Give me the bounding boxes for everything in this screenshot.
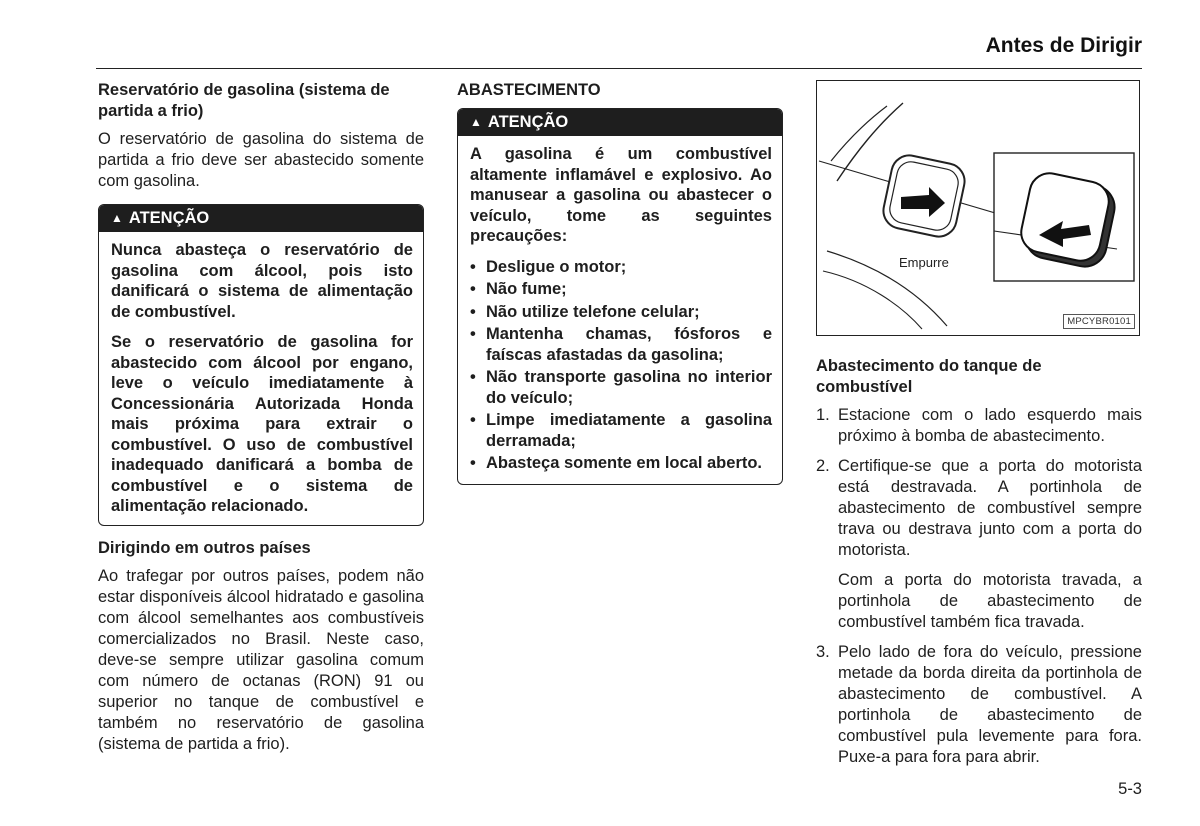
- page-header-title: Antes de Dirigir: [985, 34, 1142, 57]
- list-item: • Mantenha chamas, fósforos e faíscas afastadas da gasolina;: [470, 324, 772, 365]
- step-number: 2.: [816, 457, 830, 475]
- reservoir-paragraph: O reservatório de gasolina do sistema de partida a frio deve ser abastecido somente com gasolina.: [98, 130, 424, 190]
- warning-triangle-icon: ▲: [111, 211, 123, 225]
- precautions-list: [470, 257, 772, 474]
- warning-header: [99, 205, 423, 232]
- section-heading-refueling: ABASTECIMENTO: [457, 81, 601, 99]
- section-heading-other-countries: Dirigindo em outros países: [98, 538, 311, 557]
- warning-title: ATENÇÃO: [487, 113, 569, 131]
- fuel-door-illustration: [816, 80, 1140, 336]
- right-column: [816, 80, 1142, 777]
- page-number: 5-3: [1118, 780, 1142, 798]
- section-heading-reservoir: Reservatório de gasolina (sistema de partida a frio): [98, 81, 390, 120]
- list-item: [816, 642, 1142, 768]
- list-item: • Abasteça somente em local aberto.: [470, 453, 772, 474]
- step-number: 3.: [816, 643, 830, 661]
- list-item: [816, 405, 1142, 447]
- step-text: Certifique-se que a porta do motorista está destravada. A portinhola de abastecimento de combustível sempre trava ou destrava junto com a porta do motorista.: [838, 457, 1142, 559]
- left-column: [98, 80, 424, 767]
- warning-title: ATENÇÃO: [128, 209, 210, 227]
- refueling-steps: [816, 405, 1142, 768]
- fuel-door-diagram: [817, 81, 1139, 335]
- list-item: • Limpe imediatamente a gasolina derramada;: [470, 410, 772, 451]
- step-number: 1.: [816, 406, 830, 424]
- figure-code: MPCYBR0101: [1063, 314, 1135, 329]
- list-item: • Não utilize telefone celular;: [470, 302, 772, 323]
- warning-header: [458, 109, 782, 136]
- step-text: Pelo lado de fora do veículo, pressione metade da borda direita da portinhola de abastecimento de combustível. A portinhola de abastecimento de combustível pula levemente para fora. Puxe-a para fora para abrir.: [838, 643, 1142, 766]
- warning-text: Se o reservatório de gasolina for abastecido com álcool por engano, leve o veículo imediatamente à Concessionária Autorizada Honda mais próxima para extrair o combustível. O uso de combustível inadequado danificará a bomba de combustível e o sistema de alimentação relacionado.: [111, 333, 413, 515]
- list-item: • Não transporte gasolina no interior do veículo;: [470, 367, 772, 408]
- list-item: • Não fume;: [470, 279, 772, 300]
- warning-box-reservoir: [98, 204, 424, 526]
- step-text: Estacione com o lado esquerdo mais próximo à bomba de abastecimento.: [838, 406, 1142, 445]
- warning-triangle-icon: ▲: [470, 115, 482, 129]
- middle-column: [457, 80, 783, 497]
- push-label: Empurre: [899, 255, 949, 270]
- other-countries-paragraph: Ao trafegar por outros países, podem não estar disponíveis álcool hidratado e gasolina com álcool semelhantes aos combustíveis comercializados no Brasil. Neste caso, deve-se sempre utilizar gasolina comum com número de octanas (RON) 91 ou superior no tanque de combustível e também no reservatório de gasolina (sistema de partida a frio).: [98, 566, 424, 753]
- list-item: • Desligue o motor;: [470, 257, 772, 278]
- warning-intro: A gasolina é um combustível altamente inflamável e explosivo. Ao manusear a gasolina ou abastecer o veículo, tome as seguintes precauções:: [470, 145, 772, 245]
- header-divider: [96, 68, 1142, 69]
- step-subtext: Com a porta do motorista travada, a portinhola de abastecimento de combustível também fica travada.: [838, 571, 1142, 631]
- list-item: [816, 456, 1142, 633]
- warning-text: Nunca abasteça o reservatório de gasolina com álcool, pois isto danificará o sistema de alimentação de combustível.: [111, 241, 413, 321]
- warning-box-refueling: [457, 108, 783, 485]
- section-heading-fuel-tank: Abastecimento do tanque de combustível: [816, 357, 1042, 396]
